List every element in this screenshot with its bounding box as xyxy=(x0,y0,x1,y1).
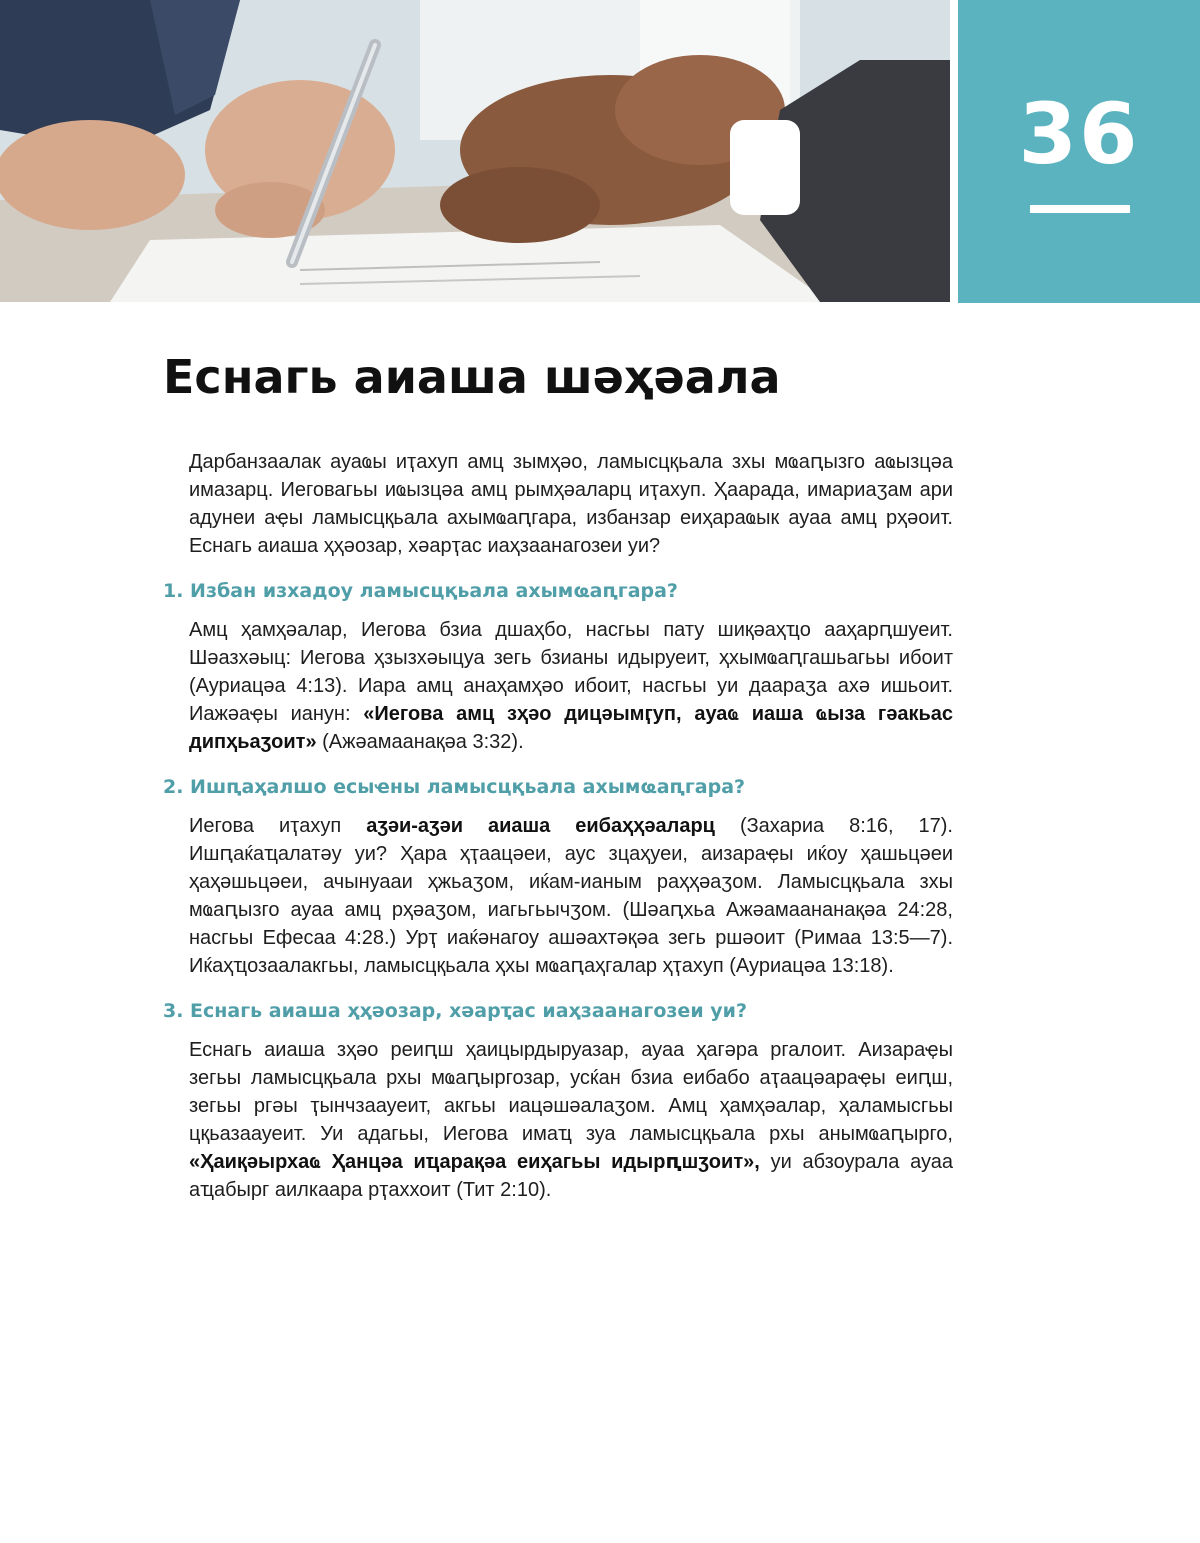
section-2-bold-phrase: аӡәи-аӡәи аиаша еибаҳҳәаларц xyxy=(366,815,715,837)
section-1-bold-quote: «Иегова амц зҳәо дицәымӷуп, ауаҩ иаша ҩыза гәакьас дипҳьаӡоит» xyxy=(189,703,954,753)
chapter-rule-divider xyxy=(1030,205,1130,213)
section-2-text-b: (Захариа 8:16, 17). Ишԥаќаҵалатәу уи? Ҳара ҳҭаацәеи, аус зцаҳуеи, аизараҿы иќоу ҳашьцәеи ҳаҳәшьцәеи, ачынуааи ҳжьаӡом, иќам-ианым раҳҳәаӡом. Ламысцқьала зхы мҩаԥызго ауаа амц рҳәаӡом, иагьгьычӡом. (Шәаԥхьа Ажәамаананақәа 24:28, насгьы Ефесаа 4:28.) Урҭ иаќәнагоу ашәахтәқәа зегь ршәоит (Римаа 13:5—7). Иќаҳҵозаалакгьы, ламысцқьала ҳхы мҩаԥаҳгалар ҳҭахуп (Ауриацәа 13:18). xyxy=(189,815,953,977)
intro-paragraph: Дарбанзаалак ауаҩы иҭахуп амц зымҳәо, ламысцқьала зхы мҩаԥызго аҩызцәа имазарц. Иеговагьы иҩызцәа амц рымҳәаларц иҭахуп. Ҳаарада, имариаӡам ари адунеи аҿы ламысцқьала ахымҩаԥгара, избанзар еиҳараҩык ауаа амц рҳәоит. Еснагь аиаша ҳҳәозар, хәарҭас иаҳзаанагозеи уи? xyxy=(189,451,953,557)
section-2-question: 2. Ишԥаҳалшо есыҽны ламысцқьала ахымҩаԥгара? xyxy=(163,776,746,798)
chapter-number: 36 xyxy=(1018,85,1140,183)
section-1-question: 1. Избан изхадоу ламысцқьала ахымҩаԥгара? xyxy=(163,580,678,602)
section-2-text-a: Иегова иҭахуп xyxy=(189,815,367,837)
section-2 xyxy=(163,774,953,980)
section-1-paragraph xyxy=(189,616,953,756)
section-3-paragraph xyxy=(189,1036,953,1204)
section-1 xyxy=(163,578,953,756)
page-title: Еснагь аиаша шәҳәала xyxy=(163,350,781,404)
section-3-text-a: Еснагь аиаша зҳәо реиԥш ҳаицырдыруазар, ауаа ҳагәра ргалоит. Аизараҿы зегьы ламысцқьала рхы мҩаԥыргозар, усќан бзиа еибабо аҭаацәараҿы еиԥш, зегьы ргәы ҭынчзаауеит, акгьы иацәшәалаӡом. Амц ҳамҳәалар, ҳаламысгьы цқьазаауеит. Уи адагьы, Иегова имаҵ зуа ламысцқьала рхы анымҩаԥырго, xyxy=(189,1039,953,1145)
section-3-text-b: уи абзоурала ауаа аҵабырг аилкаара рҭаххоит (Тит 2:10). xyxy=(189,1151,954,1201)
article-body xyxy=(163,448,953,1204)
section-3 xyxy=(163,998,953,1204)
section-1-text-a: Амц ҳамҳәалар, Иегова бзиа дшаҳбо, насгьы пату шиқәаҳҵо ааҳарԥшуеит. Шәазхәыц: Иегова ҳзызхәыцуа зегь бзианы идыруеит, ҳхымҩаԥгашьагьы ибоит (Ауриацәа 4:13). Иара амц анаҳамҳәо ибоит, насгьы уи даараӡа ахә ишьоит. Иажәаҿы ианун: xyxy=(189,619,953,725)
chapter-number-box xyxy=(958,0,1200,303)
section-3-bold-quote: «Ҳаиқәырхаҩ Ҳанцәа иҵарақәа еиҳагьы идырԥшӡоит», xyxy=(189,1151,760,1173)
section-2-paragraph xyxy=(189,812,953,980)
header-photo-handshake xyxy=(0,0,950,302)
section-3-question: 3. Еснагь аиаша ҳҳәозар, хәарҭас иаҳзаанагозеи уи? xyxy=(163,1000,747,1022)
section-1-text-b: (Ажәамаанақәа 3:32). xyxy=(316,731,524,753)
